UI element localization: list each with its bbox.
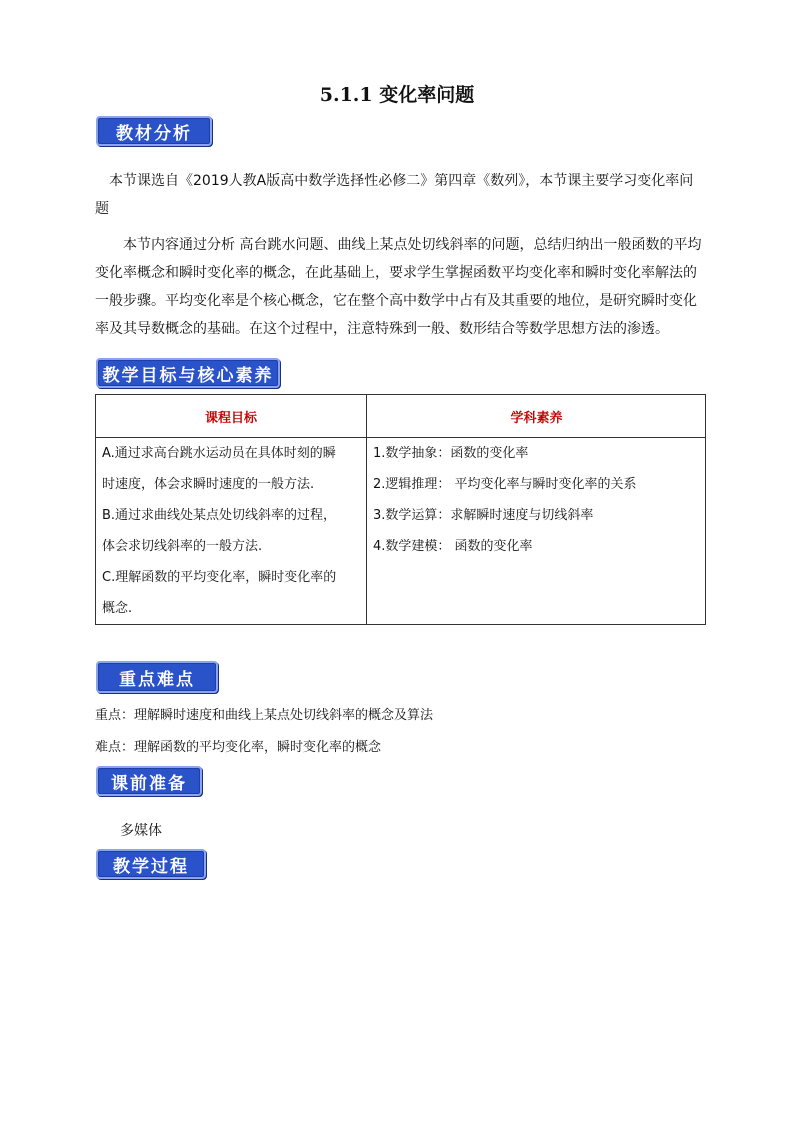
table-cell-literacy <box>373 438 703 562</box>
table-header-literacy: 学科素养 <box>510 410 563 426</box>
section-badge-process: 教学过程 <box>96 849 206 879</box>
goal-line: 概念. <box>102 601 133 616</box>
goal-line: B.通过求曲线处某点处切线斜率的过程， <box>102 508 337 523</box>
section-badge-analysis: 教材分析 <box>96 116 212 146</box>
section-badge-key-points: 重点难点 <box>96 661 218 693</box>
objectives-table <box>95 394 706 625</box>
key-point-focus: 重点：理解瞬时速度和曲线上某点处切线斜率的概念及算法 <box>95 708 434 723</box>
literacy-line: 3.数学运算：求解瞬时速度与切线斜率 <box>373 508 594 523</box>
goal-line: 时速度，体会求瞬时速度的一般方法. <box>102 477 315 492</box>
goal-line: 体会求切线斜率的一般方法. <box>102 539 263 554</box>
literacy-line: 1.数学抽象：函数的变化率 <box>373 446 529 461</box>
preparation-text: 多媒体 <box>120 823 162 839</box>
section-badge-objectives: 教学目标与核心素养 <box>96 358 280 388</box>
section-badge-preparation: 课前准备 <box>96 766 202 796</box>
literacy-line: 2.逻辑推理： 平均变化率与瞬时变化率的关系 <box>373 477 637 492</box>
key-point-difficulty: 难点：理解函数的平均变化率，瞬时变化率的概念 <box>95 740 382 755</box>
goal-line: C.理解函数的平均变化率，瞬时变化率的 <box>102 570 337 585</box>
table-cell-goals <box>102 438 360 624</box>
literacy-line: 4.数学建模： 函数的变化率 <box>373 539 533 554</box>
table-header-goals: 课程目标 <box>204 410 257 426</box>
analysis-paragraph-2: 本节内容通过分析 高台跳水问题、曲线上某点处切线斜率的问题，总结归纳出一般函数的平均变化率概念和瞬时变化率的概念，在此基础上，要求学生掌握函数平均变化率和瞬时变化率解法的一般步骤。平均变化率是个核心概念，它在整个高中数学中占有及其重要的地位，是研究瞬时变化率及其导数概念的基础。在这个过程中，注意特殊到一般、数形结合等数学思想方法的渗透。 <box>95 237 702 337</box>
analysis-paragraph-1: 本节课选自《2019人教A版高中数学选择性必修二》第四章《数列》，本节课主要学习变化率问题 <box>95 173 694 217</box>
page-title: 5.1.1 变化率问题 <box>319 84 475 106</box>
goal-line: A.通过求高台跳水运动员在具体时刻的瞬 <box>102 446 336 461</box>
